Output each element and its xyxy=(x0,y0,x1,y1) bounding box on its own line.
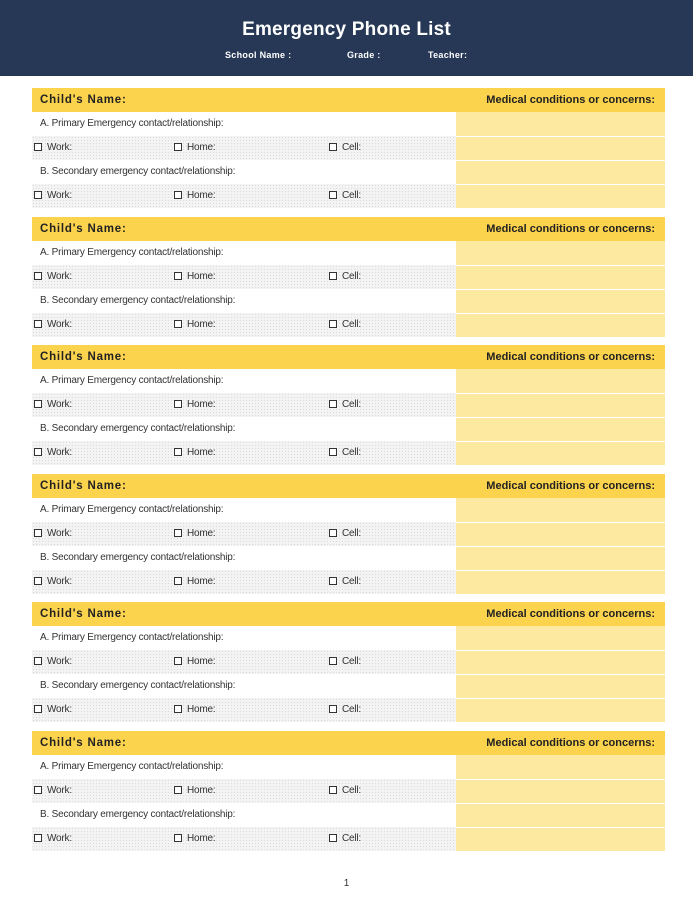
primary-cell-phone[interactable] xyxy=(329,142,361,153)
page-header xyxy=(0,0,693,76)
contact-sections xyxy=(32,88,665,860)
secondary-phones-row xyxy=(32,313,456,337)
cell-checkbox[interactable] xyxy=(329,400,337,408)
secondary-contact-label: B. Secondary emergency contact/relationship: xyxy=(40,808,236,820)
home-label: Home: xyxy=(187,447,216,459)
work-label: Work: xyxy=(47,318,72,330)
primary-work-phone[interactable] xyxy=(34,656,72,667)
cell-checkbox[interactable] xyxy=(329,191,337,199)
cell-checkbox[interactable] xyxy=(329,529,337,537)
secondary-cell-phone[interactable] xyxy=(329,833,361,844)
cell-checkbox[interactable] xyxy=(329,448,337,456)
medical-conditions-label: Medical conditions or concerns: xyxy=(486,94,655,106)
work-checkbox[interactable] xyxy=(34,786,42,794)
child-section xyxy=(32,731,665,860)
work-checkbox[interactable] xyxy=(34,320,42,328)
home-checkbox[interactable] xyxy=(174,834,182,842)
secondary-cell-phone[interactable] xyxy=(329,447,361,458)
primary-contact-row[interactable] xyxy=(32,369,456,393)
home-label: Home: xyxy=(187,784,216,796)
medical-conditions-label: Medical conditions or concerns: xyxy=(486,351,655,364)
cell-checkbox[interactable] xyxy=(329,577,337,585)
primary-work-phone[interactable] xyxy=(34,271,72,282)
primary-home-phone[interactable] xyxy=(174,399,215,410)
primary-contact-label: A. Primary Emergency contact/relationship: xyxy=(40,632,224,644)
work-label: Work: xyxy=(47,527,72,539)
child-section xyxy=(32,474,665,603)
work-checkbox[interactable] xyxy=(34,657,42,665)
divider xyxy=(456,393,665,394)
secondary-phones-row xyxy=(32,698,456,722)
home-label: Home: xyxy=(187,832,216,844)
primary-contact-label: A. Primary Emergency contact/relationship: xyxy=(40,503,224,515)
divider xyxy=(456,522,665,523)
secondary-work-phone[interactable] xyxy=(34,576,72,587)
primary-cell-phone[interactable] xyxy=(329,399,361,410)
work-label: Work: xyxy=(47,575,72,587)
primary-work-phone[interactable] xyxy=(34,785,72,796)
home-checkbox[interactable] xyxy=(174,529,182,537)
primary-contact-label: A. Primary Emergency contact/relationship: xyxy=(40,760,224,772)
primary-home-phone[interactable] xyxy=(174,271,215,282)
divider xyxy=(456,417,665,418)
cell-checkbox[interactable] xyxy=(329,272,337,280)
secondary-contact-row[interactable] xyxy=(32,546,456,570)
primary-cell-phone[interactable] xyxy=(329,528,361,539)
secondary-contact-label: B. Secondary emergency contact/relationship: xyxy=(40,423,236,435)
child-section xyxy=(32,602,665,731)
home-label: Home: xyxy=(187,704,216,716)
medical-conditions-label: Medical conditions or concerns: xyxy=(486,479,655,492)
primary-contact-row[interactable] xyxy=(32,498,456,522)
secondary-work-phone[interactable] xyxy=(34,833,72,844)
work-label: Work: xyxy=(47,270,72,282)
primary-work-phone[interactable] xyxy=(34,142,72,153)
home-checkbox[interactable] xyxy=(174,272,182,280)
home-label: Home: xyxy=(187,656,216,668)
primary-contact-row[interactable] xyxy=(32,755,456,779)
secondary-cell-phone[interactable] xyxy=(329,704,361,715)
work-label: Work: xyxy=(47,142,72,153)
home-label: Home: xyxy=(187,527,216,539)
cell-label: Cell: xyxy=(342,656,362,668)
secondary-contact-label: B. Secondary emergency contact/relationship: xyxy=(40,680,236,692)
child-section xyxy=(32,345,665,474)
secondary-contact-label: B. Secondary emergency contact/relationship: xyxy=(40,166,236,177)
home-label: Home: xyxy=(187,399,216,411)
home-label: Home: xyxy=(187,575,216,587)
child-name-bar[interactable] xyxy=(32,474,665,498)
secondary-work-phone[interactable] xyxy=(34,319,72,330)
work-label: Work: xyxy=(47,447,72,459)
work-checkbox[interactable] xyxy=(34,400,42,408)
child-name-label: Child's Name: xyxy=(40,94,127,106)
cell-checkbox[interactable] xyxy=(329,143,337,151)
primary-cell-phone[interactable] xyxy=(329,271,361,282)
home-label: Home: xyxy=(187,190,216,201)
secondary-home-phone[interactable] xyxy=(174,447,215,458)
primary-contact-row[interactable] xyxy=(32,112,456,136)
child-section xyxy=(32,88,665,217)
divider xyxy=(456,546,665,547)
secondary-home-phone[interactable] xyxy=(174,576,215,587)
cell-label: Cell: xyxy=(342,190,362,201)
secondary-contact-label: B. Secondary emergency contact/relationship: xyxy=(40,551,236,563)
divider xyxy=(456,441,665,442)
primary-home-phone[interactable] xyxy=(174,142,215,153)
home-label: Home: xyxy=(187,270,216,282)
divider xyxy=(456,184,665,185)
secondary-phones-row xyxy=(32,570,456,594)
secondary-phones-row xyxy=(32,184,456,208)
grade-label: Grade : xyxy=(347,50,381,60)
primary-phones-row xyxy=(32,650,456,674)
secondary-phones-row xyxy=(32,441,456,465)
work-label: Work: xyxy=(47,399,72,411)
teacher-label: Teacher: xyxy=(428,50,468,60)
divider xyxy=(456,650,665,651)
cell-checkbox[interactable] xyxy=(329,320,337,328)
child-name-label: Child's Name: xyxy=(40,736,127,749)
cell-label: Cell: xyxy=(342,575,362,587)
cell-label: Cell: xyxy=(342,270,362,282)
divider xyxy=(456,313,665,314)
work-checkbox[interactable] xyxy=(34,191,42,199)
secondary-home-phone[interactable] xyxy=(174,319,215,330)
primary-contact-label: A. Primary Emergency contact/relationship: xyxy=(40,118,224,129)
work-checkbox[interactable] xyxy=(34,705,42,713)
divider xyxy=(456,803,665,804)
cell-label: Cell: xyxy=(342,318,362,330)
child-name-bar[interactable] xyxy=(32,602,665,626)
cell-label: Cell: xyxy=(342,527,362,539)
child-name-bar[interactable] xyxy=(32,345,665,369)
medical-conditions-label: Medical conditions or concerns: xyxy=(486,736,655,749)
home-label: Home: xyxy=(187,142,216,153)
child-name-label: Child's Name: xyxy=(40,608,127,621)
secondary-cell-phone[interactable] xyxy=(329,576,361,587)
cell-checkbox[interactable] xyxy=(329,705,337,713)
work-label: Work: xyxy=(47,784,72,796)
divider xyxy=(456,779,665,780)
secondary-contact-row[interactable] xyxy=(32,160,456,184)
secondary-contact-label: B. Secondary emergency contact/relationship: xyxy=(40,294,236,306)
primary-work-phone[interactable] xyxy=(34,528,72,539)
primary-home-phone[interactable] xyxy=(174,528,215,539)
medical-conditions-label: Medical conditions or concerns: xyxy=(486,608,655,621)
divider xyxy=(456,160,665,161)
primary-phones-row xyxy=(32,265,456,289)
home-checkbox[interactable] xyxy=(174,191,182,199)
divider xyxy=(456,827,665,828)
work-label: Work: xyxy=(47,656,72,668)
primary-home-phone[interactable] xyxy=(174,656,215,667)
medical-conditions-label: Medical conditions or concerns: xyxy=(486,222,655,235)
cell-label: Cell: xyxy=(342,832,362,844)
child-name-bar[interactable] xyxy=(32,731,665,755)
cell-checkbox[interactable] xyxy=(329,657,337,665)
divider xyxy=(456,674,665,675)
cell-label: Cell: xyxy=(342,784,362,796)
primary-phones-row xyxy=(32,136,456,160)
work-checkbox[interactable] xyxy=(34,272,42,280)
work-checkbox[interactable] xyxy=(34,834,42,842)
school-name-label: School Name : xyxy=(225,50,292,60)
divider xyxy=(456,265,665,266)
secondary-contact-row[interactable] xyxy=(32,417,456,441)
secondary-contact-row[interactable] xyxy=(32,674,456,698)
cell-label: Cell: xyxy=(342,142,362,153)
divider xyxy=(456,698,665,699)
page-title: Emergency Phone List xyxy=(242,19,451,40)
home-checkbox[interactable] xyxy=(174,786,182,794)
cell-checkbox[interactable] xyxy=(329,786,337,794)
child-name-label: Child's Name: xyxy=(40,222,127,235)
divider xyxy=(456,570,665,571)
divider xyxy=(456,136,665,137)
primary-phones-row xyxy=(32,522,456,546)
secondary-work-phone[interactable] xyxy=(34,704,72,715)
home-label: Home: xyxy=(187,318,216,330)
primary-contact-label: A. Primary Emergency contact/relationship: xyxy=(40,375,224,387)
work-label: Work: xyxy=(47,704,72,716)
work-checkbox[interactable] xyxy=(34,143,42,151)
work-checkbox[interactable] xyxy=(34,577,42,585)
home-checkbox[interactable] xyxy=(174,448,182,456)
child-name-bar[interactable] xyxy=(32,217,665,241)
work-label: Work: xyxy=(47,190,72,201)
secondary-work-phone[interactable] xyxy=(34,447,72,458)
primary-contact-row[interactable] xyxy=(32,626,456,650)
secondary-contact-row[interactable] xyxy=(32,803,456,827)
home-checkbox[interactable] xyxy=(174,577,182,585)
home-checkbox[interactable] xyxy=(174,143,182,151)
work-checkbox[interactable] xyxy=(34,448,42,456)
secondary-work-phone[interactable] xyxy=(34,190,72,201)
secondary-home-phone[interactable] xyxy=(174,833,215,844)
child-section xyxy=(32,217,665,346)
home-checkbox[interactable] xyxy=(174,320,182,328)
page-number: 1 xyxy=(343,878,350,889)
primary-cell-phone[interactable] xyxy=(329,785,361,796)
secondary-cell-phone[interactable] xyxy=(329,319,361,330)
secondary-contact-row[interactable] xyxy=(32,289,456,313)
child-name-bar[interactable] xyxy=(32,88,665,112)
home-checkbox[interactable] xyxy=(174,705,182,713)
secondary-home-phone[interactable] xyxy=(174,704,215,715)
child-name-label: Child's Name: xyxy=(40,479,127,492)
primary-contact-label: A. Primary Emergency contact/relationship: xyxy=(40,246,224,258)
cell-label: Cell: xyxy=(342,704,362,716)
work-label: Work: xyxy=(47,832,72,844)
primary-home-phone[interactable] xyxy=(174,785,215,796)
secondary-phones-row xyxy=(32,827,456,851)
home-checkbox[interactable] xyxy=(174,657,182,665)
child-name-label: Child's Name: xyxy=(40,351,127,364)
work-checkbox[interactable] xyxy=(34,529,42,537)
cell-label: Cell: xyxy=(342,399,362,411)
secondary-home-phone[interactable] xyxy=(174,190,215,201)
cell-checkbox[interactable] xyxy=(329,834,337,842)
secondary-cell-phone[interactable] xyxy=(329,190,361,201)
home-checkbox[interactable] xyxy=(174,400,182,408)
primary-phones-row xyxy=(32,779,456,803)
cell-label: Cell: xyxy=(342,447,362,459)
primary-cell-phone[interactable] xyxy=(329,656,361,667)
divider xyxy=(456,289,665,290)
primary-phones-row xyxy=(32,393,456,417)
primary-work-phone[interactable] xyxy=(34,399,72,410)
primary-contact-row[interactable] xyxy=(32,241,456,265)
